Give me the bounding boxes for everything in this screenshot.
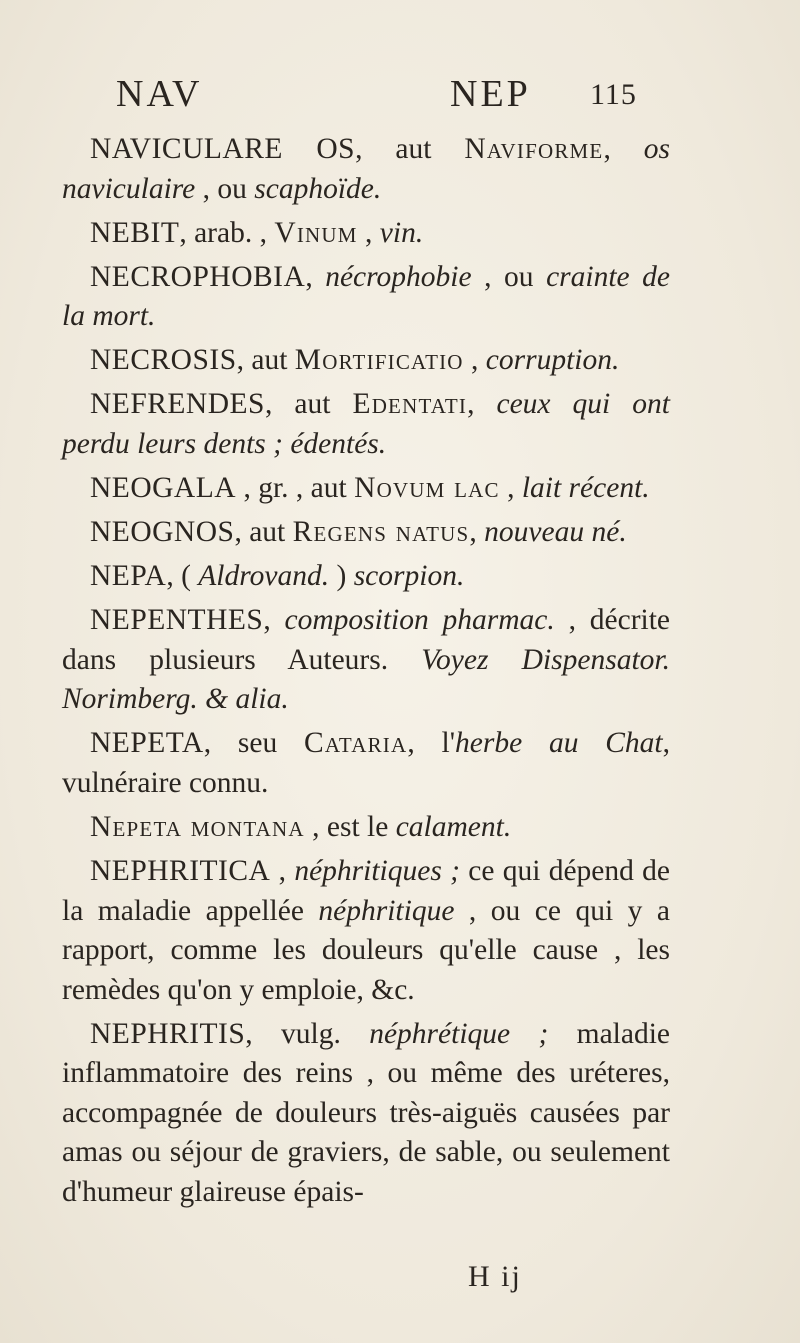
- headword: NEPHRITIS: [90, 1017, 246, 1050]
- french-gloss: herbe au Chat: [455, 727, 663, 760]
- french-gloss: crainte de la mort.: [62, 260, 670, 333]
- latin-synonym: Cataria: [303, 727, 408, 760]
- latin-synonym: Edentati: [352, 388, 468, 421]
- latin-synonym: Regens natus: [292, 516, 470, 549]
- french-gloss: scorpion.: [353, 560, 465, 593]
- entry-nepa: NEPA, ( Aldrovand. ) scorpion.: [90, 560, 465, 593]
- french-gloss: vin.: [379, 216, 424, 249]
- source-reference: Voyez Dispensator. Norimberg. & alia.: [62, 643, 670, 716]
- entry-nebit: NEBIT, arab. , Vinum , vin.: [90, 216, 424, 249]
- page-number: 115: [590, 78, 637, 111]
- entry-naviculare: NAVICULARE OS, aut Naviforme, os naviculaire , ou scaphoïde.: [62, 133, 670, 205]
- french-gloss: néphrétique ;: [369, 1017, 549, 1050]
- entry-nepeta-montana: Nepeta montana , est le calament.: [90, 810, 512, 843]
- latin-synonym: Mortificatio: [294, 344, 464, 377]
- french-gloss: nouveau né.: [484, 516, 627, 549]
- entry-neogala: NEOGALA , gr. , aut Novum lac , lait récent.: [90, 471, 650, 504]
- latin-synonym: Naviforme: [464, 133, 604, 165]
- headword: NEPENTHES: [90, 604, 264, 637]
- source-reference: Aldrovand.: [198, 560, 330, 593]
- french-gloss: nécrophobie: [325, 260, 472, 293]
- french-gloss: calament.: [395, 810, 512, 843]
- entry-nepeta: NEPETA, seu Cataria, l'herbe au Chat, vulnéraire connu.: [62, 727, 671, 799]
- running-header: [116, 72, 661, 128]
- entry-nepenthes: NEPENTHES, composition pharmac. , décrite dans plusieurs Auteurs. Voyez Dispensator. Norimberg. & alia.: [62, 604, 671, 716]
- signature-mark: H ij: [468, 1260, 522, 1293]
- headword: NEOGALA: [90, 471, 237, 504]
- french-gloss: composition pharmac.: [284, 604, 555, 637]
- headword: NAVICULARE OS: [90, 133, 356, 165]
- headword: NEPETA: [90, 727, 204, 760]
- latin-synonym: Novum lac: [354, 471, 500, 504]
- entry-nefrendes: NEFRENDES, aut Edentati, ceux qui ont perdu leurs dents ; édentés.: [62, 388, 670, 460]
- headword: NEOGNOS: [90, 516, 235, 549]
- latin-headword: Nepeta montana: [90, 810, 305, 843]
- entry-necrophobia: NECROPHOBIA, nécrophobie , ou crainte de la mort.: [62, 260, 670, 333]
- header-left-word: NAV: [116, 73, 203, 115]
- french-gloss: néphritique: [318, 894, 455, 927]
- headword: NEPHRITICA: [90, 855, 271, 888]
- entry-necrosis: NECROSIS, aut Mortificatio , corruption.: [90, 344, 620, 377]
- headword: NECROPHOBIA: [90, 260, 306, 293]
- french-gloss: néphritiques ;: [294, 855, 460, 888]
- entry-nephritica: NEPHRITICA , néphritiques ; ce qui dépend de la maladie appellée néphritique , ou ce qui y a rapport, comme les douleurs qu'elle cause , les remèdes qu'on y emploie, &c.: [62, 855, 671, 1006]
- headword: NEBIT: [90, 216, 180, 249]
- entry-neognos: NEOGNOS, aut Regens natus, nouveau né.: [90, 516, 627, 549]
- headword: NECROSIS: [90, 344, 237, 377]
- header-right-word: NEP: [450, 73, 531, 115]
- french-gloss: os naviculaire: [62, 133, 670, 205]
- headword: NEFRENDES: [90, 388, 265, 421]
- french-gloss: scaphoïde.: [254, 172, 382, 205]
- french-gloss: ceux qui ont perdu leurs dents ; édentés.: [62, 388, 670, 460]
- entry-nephritis: NEPHRITIS, vulg. néphrétique ; maladie inflammatoire des reins , ou même des uréteres, accompagnée de douleurs très-aiguës causées par amas ou séjour de graviers, de sable, ou seulement d'humeur glaireuse épais-: [62, 1017, 670, 1208]
- headword: NEPA: [90, 560, 167, 593]
- french-gloss: corruption.: [485, 344, 620, 377]
- dictionary-entries: [62, 130, 670, 1217]
- french-gloss: lait récent.: [521, 471, 650, 504]
- latin-synonym: Vinum: [274, 216, 358, 249]
